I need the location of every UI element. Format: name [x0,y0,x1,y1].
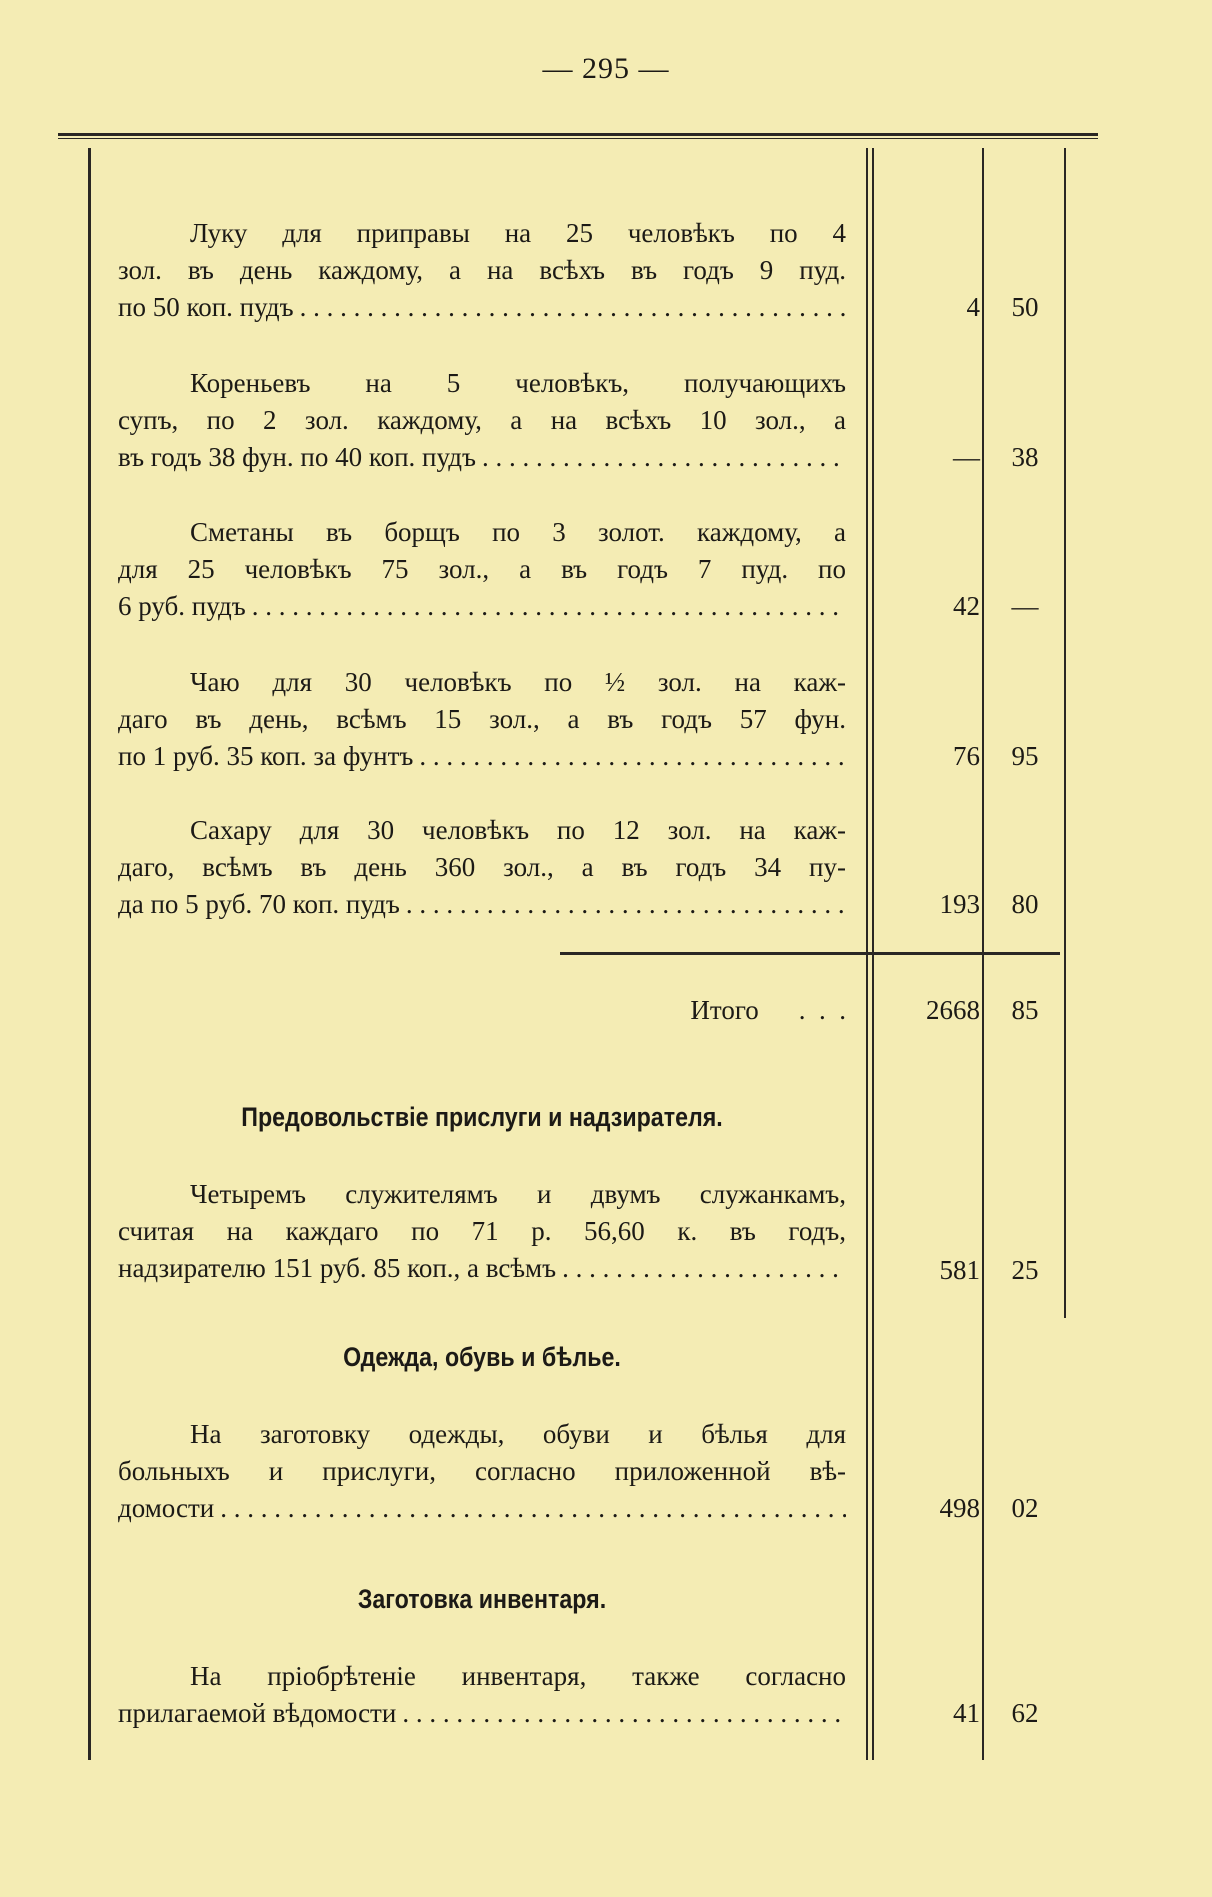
entry-line: даго, всѣмъ въ день 360 зол., а въ годъ 34 пу- [118,852,846,882]
amount-rub: — [953,442,980,472]
top-rule [58,133,1098,139]
dot-leader [482,439,846,476]
entry-onion [118,215,846,326]
section-heading: Одежда, обувь и бѣлье. [343,1342,621,1372]
total-label: Итого [690,995,759,1025]
entry-clothing [118,1416,846,1527]
dot-leader [220,1490,846,1527]
entry-line-last: домости . . . [118,1490,846,1527]
entry-line: считая на каждаго по 71 р. 56,60 к. въ годъ, [118,1216,846,1246]
dot-leader [252,588,846,625]
entry-line: Четыремъ служителямъ и двумъ служанкамъ, [190,1179,846,1209]
entry-line-last: по 1 руб. 35 коп. за фунтъ . . . [118,738,846,775]
amount-kop: 25 [1011,1255,1039,1285]
amount-rub: 581 [939,1255,980,1285]
page-number: — 295 — [542,52,670,85]
entry-line-last: 6 руб. пудъ . . . [118,588,846,625]
entry-line-last: надзирателю 151 руб. 85 коп., а всѣмъ . . . [118,1250,846,1287]
entry-inventory [118,1658,846,1732]
entry-line: супъ, по 2 зол. каждому, а на всѣхъ 10 зол., а [118,405,846,435]
amount-kop: 80 [1011,889,1039,919]
amount-rub: 4 [966,292,980,322]
entry-line: На пріобрѣтеніе инвентаря, также согласно [190,1661,846,1691]
entry-line-last: по 50 коп. пудъ . . . [118,289,846,326]
total-row [118,992,846,1029]
entry-line: даго въ день, всѣмъ 15 зол., а въ годъ 57 фун. [118,704,846,734]
entry-line: Луку для приправы на 25 человѣкъ по 4 [190,218,846,248]
entry-sugar [118,812,846,923]
amount-kop: 50 [1011,292,1039,322]
entry-line-last: прилагаемой вѣдомости . . . [118,1695,846,1732]
entry-roots [118,365,846,476]
section-heading: Предовольствіе прислуги и надзирателя. [241,1102,723,1132]
dot-leader [419,738,846,775]
entry-line: Сметаны въ борщъ по 3 золот. каждому, а [190,517,846,547]
amount-rub: 42 [953,591,980,621]
amount-kop: 95 [1011,741,1039,771]
amount-kop: 02 [1011,1493,1039,1523]
section-heading: Заготовка инвентаря. [357,1584,607,1614]
amount-kop: 62 [1011,1698,1039,1728]
entry-servants [118,1176,846,1287]
amount-rub: 498 [939,1493,980,1523]
entry-line: На заготовку одежды, обуви и бѣлья для [190,1419,846,1449]
dot-leader [406,886,846,923]
dot-leader [300,289,846,326]
entry-line: Чаю для 30 человѣкъ по ½ зол. на каж- [190,667,846,697]
entry-line: для 25 человѣкъ 75 зол., а въ годъ 7 пуд. по [118,554,846,584]
total-rub: 2668 [926,995,980,1025]
amount-kop: 38 [1011,442,1039,472]
dot-leader [402,1695,846,1732]
total-rule [560,952,1060,955]
amount-kop: — [1011,591,1039,621]
amount-rub: 41 [953,1698,980,1728]
entry-line-last: въ годъ 38 фун. по 40 коп. пудъ . . . [118,439,846,476]
amount-rub: 193 [939,889,980,919]
total-kop: 85 [1011,995,1039,1025]
entry-line: Кореньевъ на 5 человѣкъ, получающихъ [190,368,846,398]
dot-leader [562,1250,846,1287]
amount-rub: 76 [953,741,980,771]
entry-line-last: да по 5 руб. 70 коп. пудъ . . . [118,886,846,923]
entry-line: больныхъ и прислуги, согласно приложенной вѣ- [118,1456,846,1486]
entry-sour-cream [118,514,846,625]
entry-line: Сахару для 30 человѣкъ по 12 зол. на каж- [190,815,846,845]
left-border [88,148,91,1760]
entry-tea [118,664,846,775]
entry-line: зол. въ день каждому, а на всѣхъ въ годъ 9 пуд. [118,255,846,285]
dot-leader: . . . [798,995,846,1025]
